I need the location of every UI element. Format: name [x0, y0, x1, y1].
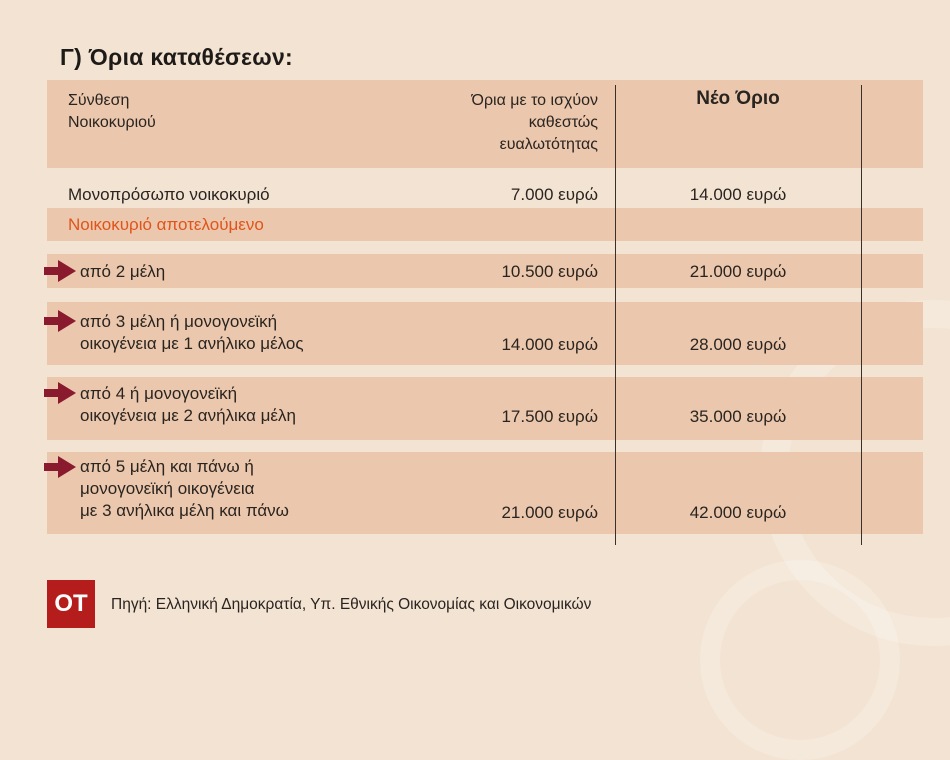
- row-label: από 5 μέλη και πάνω ή μονογονεϊκή οικογένεια με 3 ανήλικα μέλη και πάνω: [80, 457, 289, 520]
- row-current-limit: 7.000 ευρώ: [510, 185, 598, 204]
- page-title: Γ) Όρια καταθέσεων:: [60, 44, 293, 70]
- header-current-limits: Όρια με το ισχύον καθεστώς ευαλωτότητας: [471, 92, 598, 153]
- arrow-right-icon: [42, 258, 78, 284]
- source-caption: Πηγή: Ελληνική Δημοκρατία, Υπ. Εθνικής Οικονομίας και Οικονομικών: [111, 596, 592, 613]
- row-subheading: Νοικοκυριό αποτελούμενο: [68, 215, 264, 234]
- column-divider: [615, 85, 616, 545]
- row-current-limit: 17.500 ευρώ: [501, 407, 598, 426]
- row-new-limit: 42.000 ευρώ: [689, 503, 787, 522]
- arrow-right-icon: [42, 380, 78, 406]
- header-household-composition: Σύνθεση Νοικοκυριού: [68, 92, 156, 131]
- row-current-limit: 10.500 ευρώ: [501, 262, 598, 281]
- column-divider: [861, 85, 862, 545]
- header-new-limit: Νέο Όριο: [696, 88, 780, 109]
- row-new-limit: 28.000 ευρώ: [689, 335, 787, 354]
- row-current-limit: 21.000 ευρώ: [501, 503, 598, 522]
- row-new-limit: 14.000 ευρώ: [689, 185, 787, 204]
- row-new-limit: 35.000 ευρώ: [689, 407, 787, 426]
- row-new-limit: 21.000 ευρώ: [689, 262, 787, 281]
- row-label: από 3 μέλη ή μονογονεϊκή οικογένεια με 1 ανήλικο μέλος: [80, 312, 304, 353]
- row-label: από 4 ή μονογονεϊκή οικογένεια με 2 ανήλικα μέλη: [80, 384, 296, 425]
- decor-circle-small: [700, 560, 900, 760]
- row-label: Μονοπρόσωπο νοικοκυριό: [68, 185, 270, 204]
- row-current-limit: 14.000 ευρώ: [501, 335, 598, 354]
- row-label: από 2 μέλη: [80, 262, 166, 281]
- ot-logo: OT: [47, 580, 95, 628]
- arrow-right-icon: [42, 308, 78, 334]
- arrow-right-icon: [42, 454, 78, 480]
